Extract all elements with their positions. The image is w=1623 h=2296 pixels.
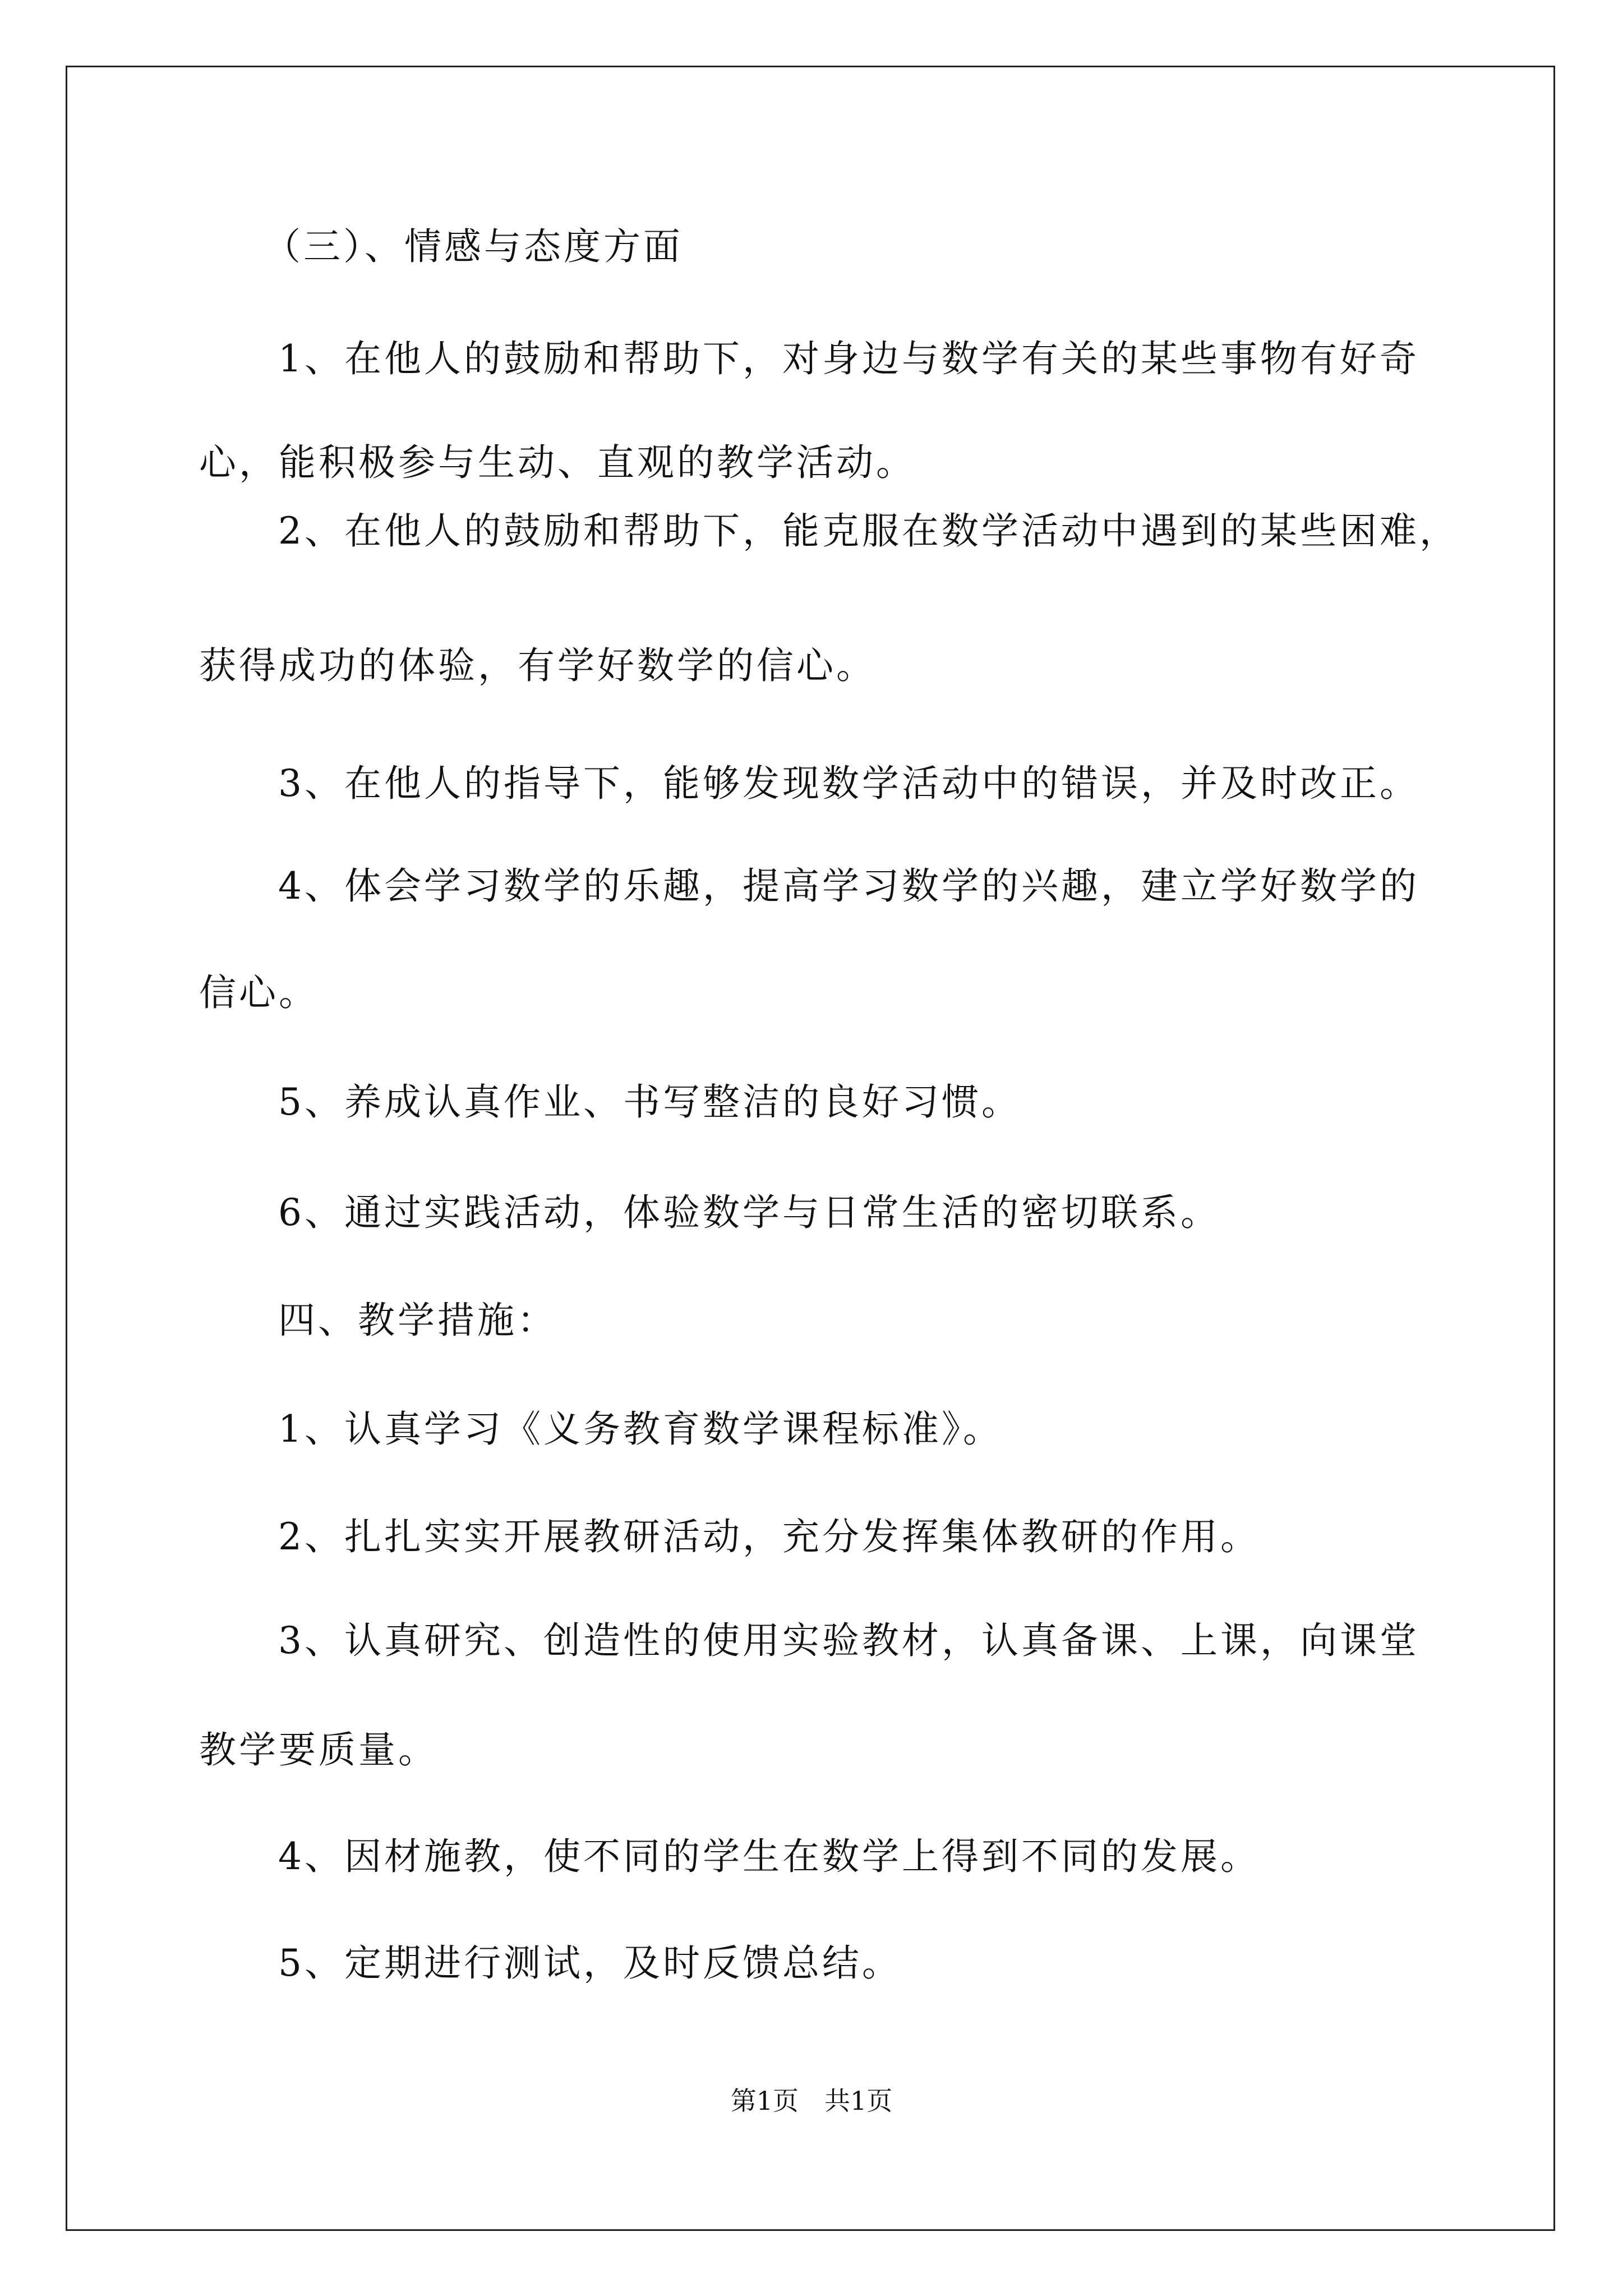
paragraph-line: 3、认真研究、创造性的使用实验教材，认真备课、上课，向课堂 <box>278 1619 1419 1662</box>
page-border <box>66 66 1555 2231</box>
paragraph-line: 2、在他人的鼓励和帮助下，能克服在数学活动中遇到的某些困难， <box>278 509 1459 553</box>
paragraph-line: 5、养成认真作业、书写整洁的良好习惯。 <box>278 1080 1021 1124</box>
section-heading: 四、教学措施： <box>278 1299 557 1342</box>
paragraph-line: 1、认真学习《义务教育数学课程标准》。 <box>278 1407 1003 1451</box>
paragraph-line: 1、在他人的鼓励和帮助下，对身边与数学有关的某些事物有好奇 <box>278 337 1419 380</box>
paragraph-line: 5、定期进行测试，及时反馈总结。 <box>278 1941 902 1985</box>
section-heading: （三）、情感与态度方面 <box>264 225 683 268</box>
paragraph-line: 6、通过实践活动，体验数学与日常生活的密切联系。 <box>278 1191 1220 1234</box>
paragraph-line: 3、在他人的指导下，能够发现数学活动中的错误，并及时改正。 <box>278 762 1419 805</box>
page-footer: 第1页 共1页 <box>730 2086 893 2116</box>
paragraph-line: 信心。 <box>199 971 319 1014</box>
paragraph-line: 4、体会学习数学的乐趣，提高学习数学的兴趣，建立学好数学的 <box>278 864 1419 908</box>
paragraph-line: 教学要质量。 <box>199 1728 438 1772</box>
paragraph-line: 心，能积极参与生动、直观的教学活动。 <box>199 441 916 484</box>
paragraph-line: 2、扎扎实实开展教研活动，充分发挥集体教研的作用。 <box>278 1515 1260 1558</box>
paragraph-line: 4、因材施教，使不同的学生在数学上得到不同的发展。 <box>278 1835 1260 1878</box>
paragraph-line: 获得成功的体验，有学好数学的信心。 <box>199 644 876 687</box>
